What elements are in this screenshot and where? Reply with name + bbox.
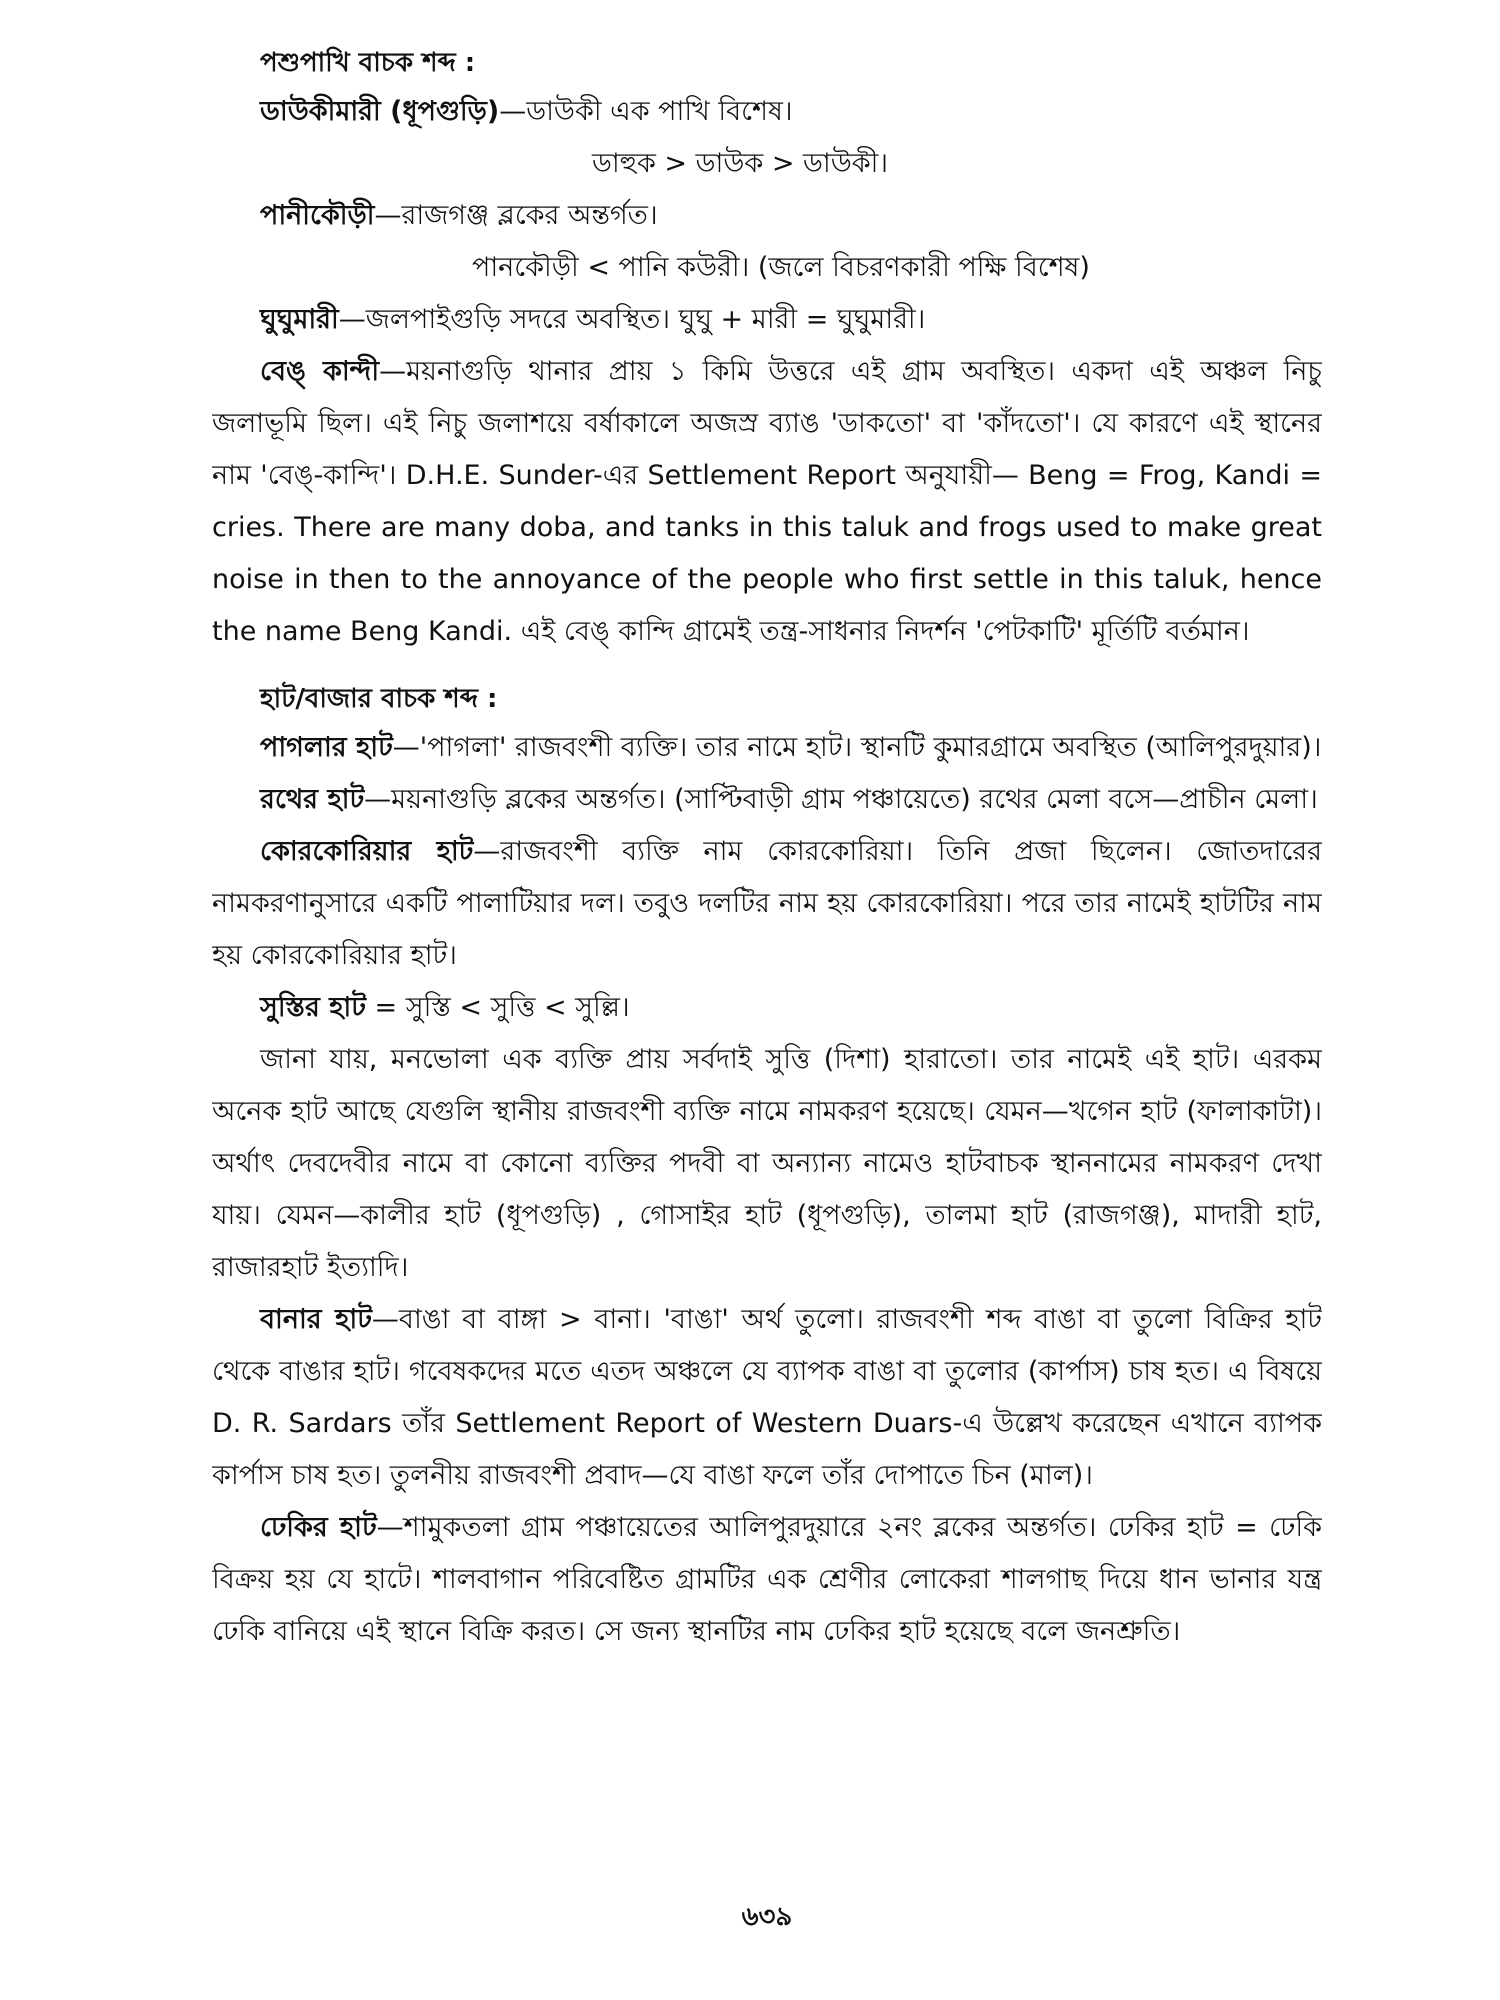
- entry-banar-hat: [212, 1294, 1322, 1502]
- entry-ghughumari: [212, 294, 1322, 346]
- section-heading-markets: হাট/বাজার বাচক শব্দ :: [260, 684, 498, 714]
- entry-text: —শামুকতলা গ্রাম পঞ্চায়েতের আলিপুরদুয়ারে ২নং ব্লকের অন্তর্গত। ঢেকির হাট = ঢেকি বিক্রয় হয় যে হাটে। শালবাগান পরিবেষ্টিত গ্রামটির এক শ্রেণীর লোকেরা শালগাছ দিয়ে ধান ভানার যন্ত্র ঢেকি বানিয়ে এই স্থানে বিক্রি করত। সে জন্য স্থানটির নাম ঢেকির হাট হয়েছে বলে জনশ্রুতি।: [212, 1512, 1322, 1647]
- entry-term: ঘুঘুমারী: [260, 304, 339, 335]
- entry-paglar-hat: [212, 722, 1322, 774]
- entry-text: —ময়নাগুড়ি ব্লকের অন্তর্গত। (সাপ্টিবাড়ী গ্রাম পঞ্চায়েতে) রথের মেলা বসে—প্রাচীন মেলা।: [364, 784, 1318, 815]
- entry-text: —জলপাইগুড়ি সদরে অবস্থিত। ঘুঘু + মারী = ঘুঘুমারী।: [338, 304, 926, 335]
- entry-korkoriyar-hat: [212, 826, 1322, 982]
- entry-beng-kandi: [212, 346, 1322, 658]
- document-page: [212, 36, 1322, 1956]
- entry-term: পাগলার হাট: [260, 732, 393, 763]
- section-heading-animals: পশুপাখি বাচক শব্দ :: [260, 48, 476, 78]
- page-number: ৬৩৯: [741, 1902, 793, 1932]
- entry-term: ঢেকির হাট: [260, 1512, 377, 1543]
- entry-text: —ডাউকী এক পাখি বিশেষ।: [499, 96, 793, 127]
- entry-text: —রাজবংশী ব্যক্তি নাম কোরকোরিয়া। তিনি প্রজা ছিলেন। জোতদারের নামকরণানুসারে একটি পালাটিয়ার দল। তবুও দলটির নাম হয় কোরকোরিয়া। পরে তার নামেই হাটটির নাম হয় কোরকোরিয়ার হাট।: [212, 836, 1322, 971]
- entry-term: সুস্তির হাট: [260, 992, 366, 1023]
- entry-dhekir-hat: [212, 1502, 1322, 1658]
- entry-text: —ময়নাগুড়ি থানার প্রায় ১ কিমি উত্তরে এই গ্রাম অবস্থিত। একদা এই অঞ্চল নিচু জলাভূমি ছিল। এই নিচু জলাশয়ে বর্ষাকালে অজস্র ব্যাঙ 'ডাকতো' বা 'কাঁদতো'। যে কারণে এই স্থানের নাম 'বেঙ্-কান্দি'। D.H.E. Sunder-এর Settlement Report অনুযায়ী— Beng = Frog, Kandi = cries. There are many doba, and tanks in this taluk and frogs used to make great noise in then to the annoyance of the people who first settle in this taluk, hence the name Beng Kandi. এই বেঙ্ কান্দি গ্রামেই তন্ত্র-সাধনার নিদর্শন 'পেটকাটি' মূর্তিটি বর্তমান।: [212, 356, 1322, 647]
- section-gap: [212, 658, 1322, 672]
- entry-text: = সুস্তি < সুত্তি < সুল্লি।: [365, 992, 630, 1023]
- entry-daukimari: [212, 86, 1322, 138]
- entry-sustir-explanation: [212, 1034, 1322, 1294]
- entry-term: ডাউকীমারী (ধূপগুড়ি): [260, 96, 500, 127]
- entry-term: পানীকৌড়ী: [260, 200, 375, 231]
- derivation-line: ডাহুক > ডাউক > ডাউকী।: [592, 148, 889, 179]
- entry-panikauri: [212, 190, 1322, 242]
- entry-text: —রাজগঞ্জ ব্লকের অন্তর্গত।: [374, 200, 658, 231]
- entry-term: কোরকোরিয়ার হাট: [260, 836, 474, 867]
- entry-text: জানা যায়, মনভোলা এক ব্যক্তি প্রায় সর্বদাই সুত্তি (দিশা) হারাতো। তার নামেই এই হাট। এরকম অনেক হাট আছে যেগুলি স্থানীয় রাজবংশী ব্যক্তি নামে নামকরণ হয়েছে। যেমন—খগেন হাট (ফালাকাটা)। অর্থাৎ দেবদেবীর নামে বা কোনো ব্যক্তির পদবী বা অন্যান্য নামেও হাটবাচক স্থাননামের নামকরণ দেখা যায়। যেমন—কালীর হাট (ধূপগুড়ি) , গোসাইর হাট (ধূপগুড়ি), তালমা হাট (রাজগঞ্জ), মাদারী হাট, রাজারহাট ইত্যাদি।: [212, 1044, 1322, 1283]
- entry-sustir-hat: [212, 982, 1322, 1034]
- entry-text: —'পাগলা' রাজবংশী ব্যক্তি। তার নামে হাট। স্থানটি কুমারগ্রামে অবস্থিত (আলিপুরদুয়ার)।: [392, 732, 1322, 763]
- entry-term: রথের হাট: [260, 784, 365, 815]
- entry-term: বানার হাট: [260, 1304, 372, 1335]
- entry-text: —বাঙা বা বাঙ্গা > বানা। 'বাঙা' অর্থ তুলো। রাজবংশী শব্দ বাঙা বা তুলো বিক্রির হাট থেকে বাঙার হাট। গবেষকদের মতে এতদ অঞ্চলে যে ব্যাপক বাঙা বা তুলোর (কার্পাস) চাষ হত। এ বিষয়ে D. R. Sardars তাঁর Settlement Report of Western Duars-এ উল্লেখ করেছেন এখানে ব্যাপক কার্পাস চাষ হত। তুলনীয় রাজবংশী প্রবাদ—যে বাঙা ফলে তাঁর দোপাতে চিন (মাল)।: [212, 1304, 1322, 1491]
- derivation-line: পানকৌড়ী < পানি কউরী। (জলে বিচরণকারী পক্ষি বিশেষ): [472, 252, 1090, 283]
- entry-term: বেঙ্ কান্দী: [260, 356, 380, 387]
- entry-rather-hat: [212, 774, 1322, 826]
